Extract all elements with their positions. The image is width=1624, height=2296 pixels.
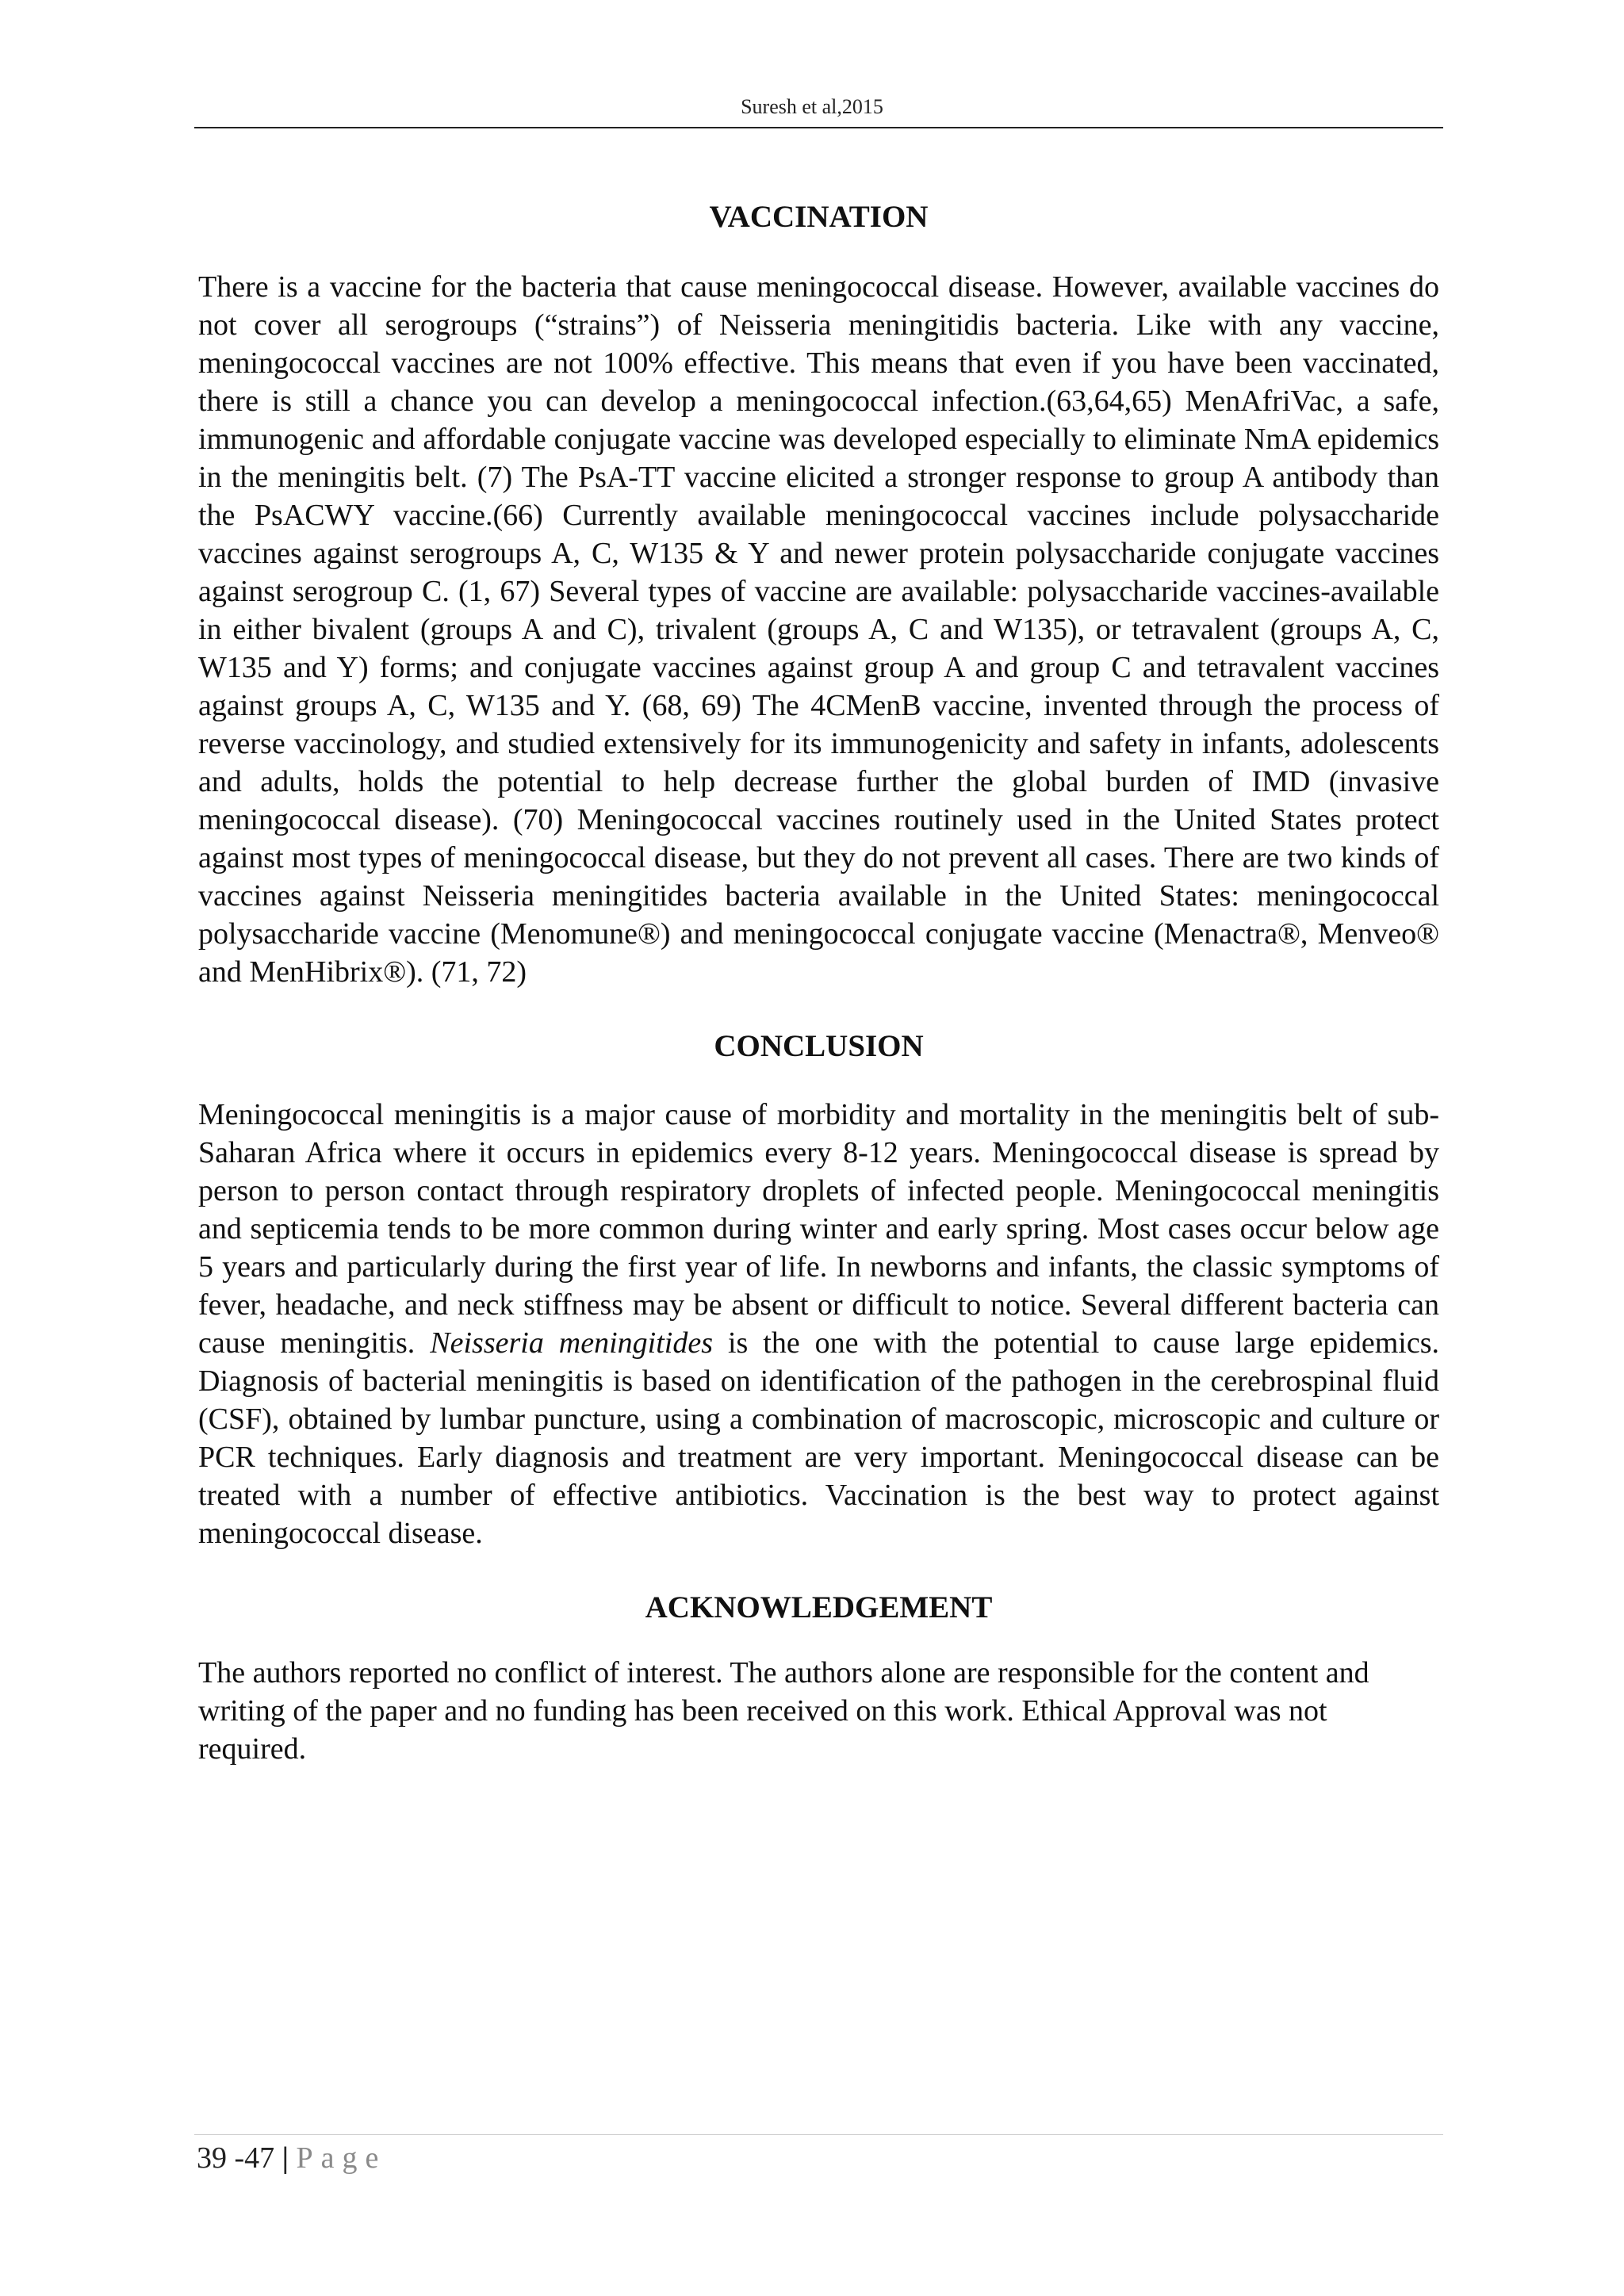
running-head: Suresh et al,2015 <box>741 95 883 118</box>
page-footer <box>197 2141 386 2175</box>
page-content <box>198 193 1439 1768</box>
page-range: 39 -47 <box>197 2141 275 2175</box>
vaccination-paragraph: There is a vaccine for the bacteria that cause meningococcal disease. However, available vaccines do not cover all serogroups (“strains”) of Neisseria meningitidis bacteria. Like with any vaccine, meningococcal vaccines are not 100% effective. This means that even if you have been vaccinated, there is still a chance you can develop a meningococcal infection.(63,64,65) MenAfriVac, a safe, immunogenic and affordable conjugate vaccine was developed especially to eliminate NmA epidemics in the meningitis belt. (7) The PsA-TT vaccine elicited a stronger response to group A antibody than the PsACWY vaccine.(66) Currently available meningococcal vaccines include polysaccharide vaccines against serogroups A, C, W135 & Y and newer protein polysaccharide conjugate vaccines against serogroup C. (1, 67) Several types of vaccine are available: polysaccharide vaccines-available in either bivalent (groups A and C), trivalent (groups A, C and W135), or tetravalent (groups A, C, W135 and Y) forms; and conjugate vaccines against group A and group C and tetravalent vaccines against groups A, C, W135 and Y. (68, 69) The 4CMenB vaccine, invented through the process of reverse vaccinology, and studied extensively for its immunogenicity and safety in infants, adolescents and adults, holds the potential to help decrease further the global burden of IMD (invasive meningococcal disease). (70) Meningococcal vaccines routinely used in the United States protect against most types of meningococcal disease, but they do not prevent all cases. There are two kinds of vaccines against Neisseria meningitides bacteria available in the United States: meningococcal polysaccharide vaccine (Menomune®) and meningococcal conjugate vaccine (Menactra®, Menveo® and MenHibrix®). (71, 72) <box>198 270 1439 989</box>
conclusion-text-part1: Meningococcal meningitis is a major cause of morbidity and mortality in the meningitis belt of sub-Saharan Africa where it occurs in epidemics every 8-12 years. Meningococcal disease is spread by person to person contact through respiratory droplets of infected people. Meningococcal meningitis and septicemia tends to be more common during winter and early spring. Most cases occur below age 5 years and particularly during the first year of life. In newborns and infants, the classic symptoms of fever, headache, and neck stiffness may be absent or difficult to notice. Several different bacteria can cause meningitis. <box>198 1098 1439 1360</box>
conclusion-paragraph <box>198 1096 1439 1552</box>
footer-rule <box>194 2134 1443 2135</box>
acknowledgement-paragraph: The authors reported no conflict of interest. The authors alone are responsible for the content and writing of the paper and no funding has been received on this work. Ethical Approval was not required. <box>198 1656 1369 1766</box>
vaccination-heading: VACCINATION <box>709 200 929 234</box>
footer-separator: | <box>282 2141 289 2175</box>
conclusion-heading: CONCLUSION <box>714 1029 924 1063</box>
header-rule <box>194 127 1443 128</box>
conclusion-text-part2: is the one with the potential to cause large epidemics. Diagnosis of bacterial meningitis is based on identification of the pathogen in the cerebrospinal fluid (CSF), obtained by lumbar puncture, using a combination of macroscopic, microscopic and culture or PCR techniques. Early diagnosis and treatment are very important. Meningococcal disease can be treated with a number of effective antibiotics. Vaccination is the best way to protect against meningococcal disease. <box>198 1326 1439 1550</box>
acknowledgement-heading: ACKNOWLEDGEMENT <box>645 1590 993 1624</box>
conclusion-species-name: Neisseria meningitides <box>430 1326 713 1360</box>
page-word: Page <box>296 2141 387 2175</box>
